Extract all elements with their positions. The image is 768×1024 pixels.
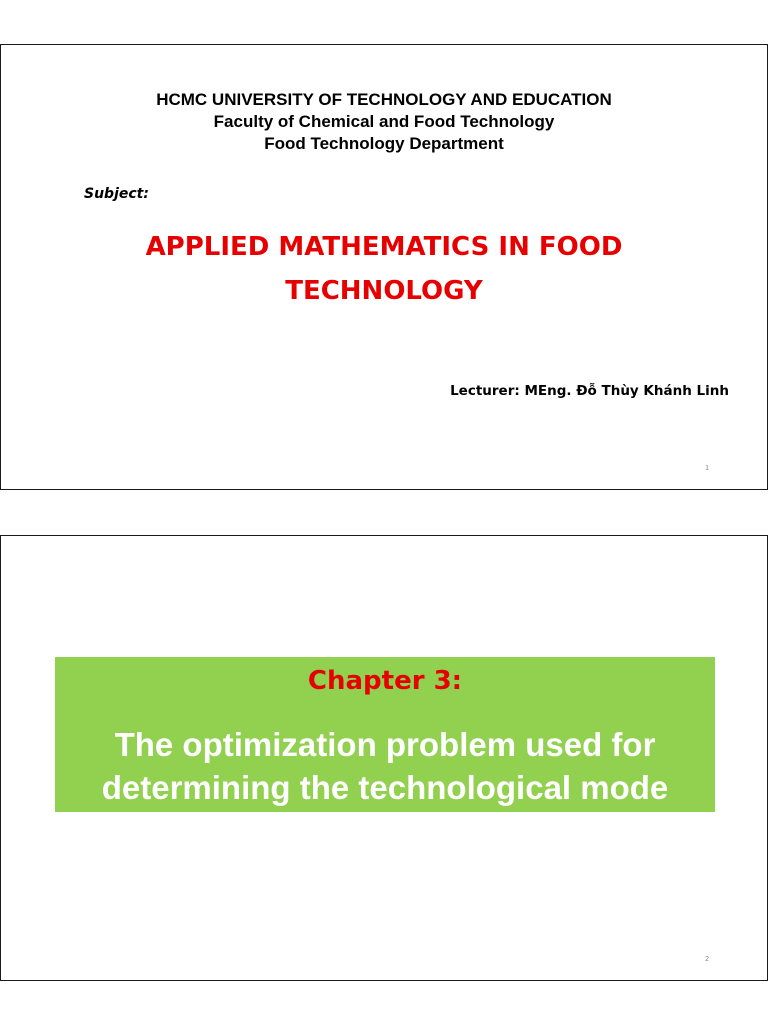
chapter-title [55, 723, 715, 809]
slide-1 [0, 44, 768, 490]
slide-page-number: 2 [705, 956, 709, 963]
course-title [1, 225, 767, 313]
faculty-name: Faculty of Chemical and Food Technology [213, 112, 555, 131]
university-name: HCMC UNIVERSITY OF TECHNOLOGY AND EDUCATION [156, 90, 612, 109]
chapter-title-line-1: The optimization problem used for [114, 726, 656, 763]
course-title-line-2: TECHNOLOGY [285, 276, 483, 306]
chapter-banner [55, 657, 715, 812]
chapter-title-line-2: determining the technological mode [101, 769, 669, 806]
slide-page-number: 1 [705, 465, 709, 472]
department-name: Food Technology Department [264, 134, 504, 153]
subject-label: Subject: [84, 186, 149, 202]
lecturer-name: Lecturer: MEng. Đỗ Thùy Khánh Linh [450, 383, 729, 399]
chapter-label: Chapter 3: [307, 666, 463, 696]
slide-2 [0, 535, 768, 981]
course-title-line-1: APPLIED MATHEMATICS IN FOOD [145, 232, 623, 262]
